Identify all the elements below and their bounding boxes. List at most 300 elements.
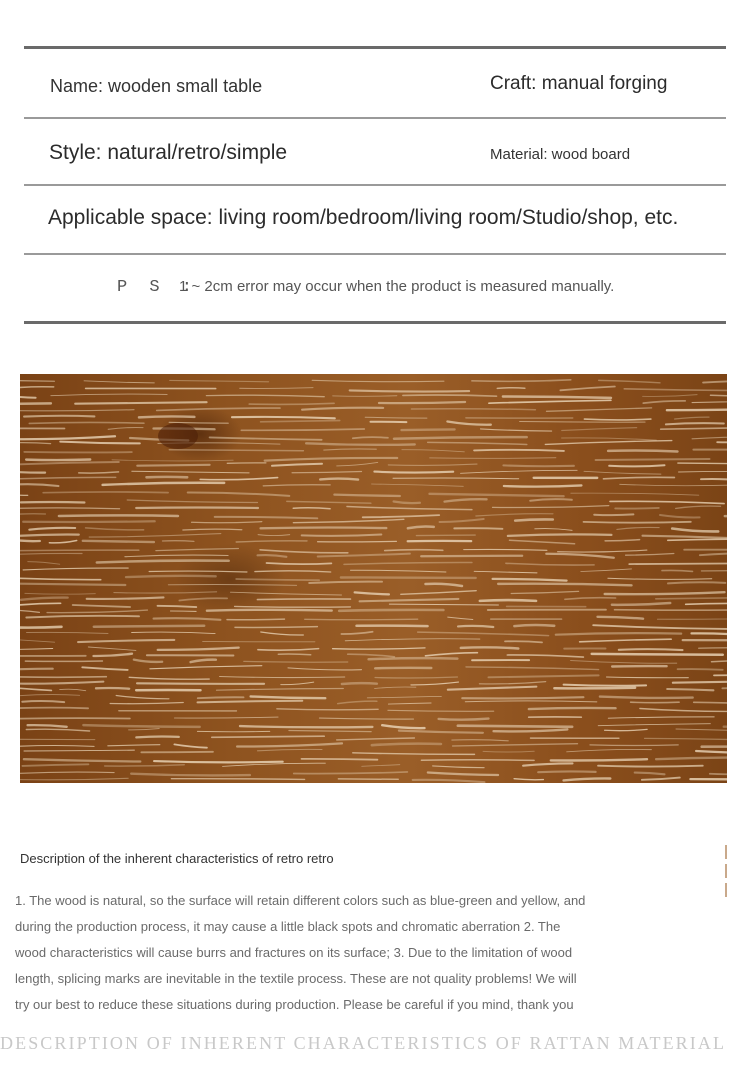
grain-streak xyxy=(20,687,51,690)
grain-streak xyxy=(624,389,727,391)
grain-streak xyxy=(108,427,143,429)
grain-streak xyxy=(27,632,109,633)
grain-streak xyxy=(344,562,472,564)
description-line: during the production process, it may cause a little black spots and chromatic aberration 2. The xyxy=(15,919,561,934)
grain-streak xyxy=(139,416,194,417)
grain-streak xyxy=(20,471,45,472)
grain-streak xyxy=(324,449,377,450)
grain-streak xyxy=(198,701,303,703)
wood-knot xyxy=(158,423,198,449)
grain-streak xyxy=(554,688,635,689)
grain-streak xyxy=(472,380,571,382)
grain-streak xyxy=(511,591,578,593)
grain-streak xyxy=(191,660,216,662)
grain-streak xyxy=(132,632,216,634)
grain-streak xyxy=(20,550,139,551)
grain-streak xyxy=(96,688,129,689)
grain-streak xyxy=(702,747,727,748)
grain-streak xyxy=(696,751,727,753)
grain-streak xyxy=(529,708,616,709)
grain-streak xyxy=(666,423,724,424)
grain-streak xyxy=(508,534,612,536)
grain-streak xyxy=(43,492,168,493)
grain-streak xyxy=(657,618,727,620)
grain-streak xyxy=(75,402,206,404)
grain-streak xyxy=(675,417,709,419)
spec-table xyxy=(24,46,726,326)
grain-streak xyxy=(629,563,727,564)
grain-streak xyxy=(112,460,233,461)
grain-streak xyxy=(556,633,681,635)
grain-streak xyxy=(686,603,727,604)
grain-streak xyxy=(60,689,86,690)
grain-streak xyxy=(171,779,304,780)
grain-streak xyxy=(448,687,537,690)
grain-streak xyxy=(535,529,572,531)
grain-streak xyxy=(461,470,578,473)
grain-streak xyxy=(20,410,134,411)
grain-streak xyxy=(676,729,727,731)
grain-streak xyxy=(126,576,216,577)
grain-streak xyxy=(272,464,322,466)
grain-streak xyxy=(20,682,103,684)
grain-streak xyxy=(20,677,106,678)
grain-streak xyxy=(515,519,553,520)
grain-streak xyxy=(465,701,597,702)
grain-streak xyxy=(615,508,659,509)
grain-streak xyxy=(504,485,582,486)
grain-streak xyxy=(445,499,487,501)
grain-streak xyxy=(514,779,543,780)
grain-streak xyxy=(421,556,522,557)
grain-streak xyxy=(497,388,525,389)
grain-streak xyxy=(382,725,424,728)
grain-streak xyxy=(476,514,553,516)
grain-streak xyxy=(306,443,415,445)
grain-streak xyxy=(309,582,382,583)
spec-applicable-space: Applicable space: living room/bedroom/living room/Studio/shop, etc. xyxy=(48,206,679,229)
grain-streak xyxy=(20,381,55,382)
grain-streak xyxy=(411,682,459,685)
grain-streak xyxy=(206,395,324,397)
grain-streak xyxy=(212,736,324,737)
grain-streak xyxy=(302,759,378,760)
grain-streak xyxy=(430,494,564,496)
grain-streak xyxy=(137,465,209,466)
grain-streak xyxy=(375,687,416,688)
grain-streak xyxy=(426,653,478,656)
grain-streak xyxy=(598,724,710,726)
grain-streak xyxy=(88,647,136,650)
grain-streak xyxy=(134,660,162,662)
spec-style: Style: natural/retro/simple xyxy=(49,141,288,164)
ps-note: 1 ~ 2cm error may occur when the product is measured manually. xyxy=(179,278,615,295)
grain-streak xyxy=(183,529,242,530)
grain-streak xyxy=(620,484,727,485)
grain-streak xyxy=(498,584,631,586)
grain-streak xyxy=(692,400,727,402)
grain-streak xyxy=(20,540,40,541)
grain-streak xyxy=(342,683,377,684)
grain-streak xyxy=(608,450,677,451)
grain-streak xyxy=(157,408,280,410)
grain-streak xyxy=(82,667,127,670)
grain-streak xyxy=(660,515,700,517)
grain-streak xyxy=(21,598,68,600)
grain-streak xyxy=(334,495,399,496)
grain-streak xyxy=(255,571,331,572)
grain-streak xyxy=(493,579,567,581)
grain-streak xyxy=(251,696,326,698)
grain-streak xyxy=(372,744,441,746)
grain-streak xyxy=(480,600,536,601)
grain-streak xyxy=(192,522,262,523)
grain-streak xyxy=(86,528,144,530)
grain-streak xyxy=(668,539,727,540)
grain-streak xyxy=(84,381,154,383)
grain-streak xyxy=(447,422,490,425)
top-divider xyxy=(24,46,726,49)
grain-streak xyxy=(78,640,174,642)
grain-streak xyxy=(236,579,319,580)
grain-streak xyxy=(430,458,556,459)
grain-streak xyxy=(608,578,712,579)
grain-streak xyxy=(318,554,410,557)
grain-streak xyxy=(258,649,319,651)
grain-streak xyxy=(20,514,45,515)
grain-streak xyxy=(712,660,728,662)
grain-streak xyxy=(241,429,364,430)
grain-streak xyxy=(692,633,728,634)
grain-streak xyxy=(89,534,221,538)
grain-streak xyxy=(428,773,498,776)
grain-streak xyxy=(489,675,599,677)
grain-streak xyxy=(339,610,443,611)
grain-streak xyxy=(593,625,726,629)
grain-streak xyxy=(580,639,672,642)
grain-streak xyxy=(49,541,76,543)
spec-craft: Craft: manual forging xyxy=(490,73,668,94)
grain-streak xyxy=(596,459,710,460)
grain-streak xyxy=(26,460,90,461)
grain-streak xyxy=(631,702,680,703)
grain-streak xyxy=(481,429,552,431)
grain-streak xyxy=(461,647,519,648)
grain-streak xyxy=(217,689,344,691)
grain-streak xyxy=(20,695,79,696)
grain-streak xyxy=(494,729,568,731)
grain-streak xyxy=(399,731,483,733)
grain-streak xyxy=(149,571,247,572)
grain-streak xyxy=(609,465,664,466)
grain-streak xyxy=(571,493,699,495)
grain-streak xyxy=(240,388,313,389)
spec-name: Name: wooden small table xyxy=(50,76,263,96)
grain-streak xyxy=(474,450,564,451)
spec-material: Material: wood board xyxy=(490,146,631,163)
grain-streak xyxy=(305,619,418,620)
description-line: try our best to reduce these situations during production. Please be careful if you mind, thank you xyxy=(15,997,574,1012)
grain-streak xyxy=(656,598,727,599)
grain-streak xyxy=(523,763,572,765)
grain-streak xyxy=(103,483,225,485)
grain-streak xyxy=(312,380,444,381)
grain-streak xyxy=(690,779,727,781)
grain-streak xyxy=(174,717,278,718)
grain-streak xyxy=(333,396,397,397)
grain-streak xyxy=(20,484,58,486)
grain-streak xyxy=(20,477,116,479)
wood-texture-photo xyxy=(20,374,727,783)
grain-streak xyxy=(83,541,154,542)
grain-streak xyxy=(448,617,473,619)
grain-streak xyxy=(428,442,527,444)
grain-streak xyxy=(711,395,728,397)
grain-streak xyxy=(394,437,527,439)
grain-streak xyxy=(635,773,665,775)
grain-streak xyxy=(345,639,480,641)
grain-streak xyxy=(520,422,646,423)
grain-streak xyxy=(385,550,443,551)
grain-streak xyxy=(598,766,703,767)
accent-bar xyxy=(725,864,727,878)
grain-streak xyxy=(503,397,611,398)
grain-streak xyxy=(131,774,250,776)
grain-streak xyxy=(257,599,350,600)
grain-streak xyxy=(20,746,94,747)
grain-streak xyxy=(667,409,727,410)
grain-streak xyxy=(604,477,675,478)
grain-streak xyxy=(418,632,549,636)
grain-streak xyxy=(643,395,698,397)
grain-streak xyxy=(640,709,727,712)
grain-streak xyxy=(464,549,547,550)
grain-streak xyxy=(23,568,128,570)
grain-streak xyxy=(612,603,670,605)
grain-streak xyxy=(136,508,258,509)
grain-streak xyxy=(678,463,727,464)
grain-streak xyxy=(411,409,535,410)
grain-streak xyxy=(267,563,332,564)
grain-streak xyxy=(379,402,465,403)
grain-streak xyxy=(188,492,290,495)
grain-streak xyxy=(20,610,39,612)
grain-streak xyxy=(141,752,213,753)
grain-streak xyxy=(132,471,249,473)
grain-streak xyxy=(426,584,463,586)
grain-streak xyxy=(506,563,594,565)
grain-streak xyxy=(408,527,434,529)
grain-streak xyxy=(338,701,377,703)
grain-streak xyxy=(355,592,389,594)
grain-streak xyxy=(83,725,199,727)
grain-streak xyxy=(26,729,89,731)
grain-streak xyxy=(503,465,574,466)
grain-streak xyxy=(433,766,485,768)
grain-streak xyxy=(94,654,133,656)
grain-streak xyxy=(260,550,348,553)
grain-streak xyxy=(333,648,425,649)
description-line: wood characteristics will cause burrs and fractures on its surface; 3. Due to the limitation of wood xyxy=(15,945,573,960)
grain-streak xyxy=(169,450,303,451)
description-title: Description of the inherent characteristics of retro retro xyxy=(20,851,334,866)
grain-streak xyxy=(60,442,140,444)
grain-streak xyxy=(289,731,371,732)
description-line: 1. The wood is natural, so the surface will retain different colors such as blue-green and yellow, and xyxy=(15,893,586,908)
grain-streak xyxy=(105,765,185,766)
grain-streak xyxy=(28,562,60,565)
grain-streak xyxy=(198,697,244,698)
grain-streak xyxy=(261,527,387,528)
grain-streak xyxy=(562,428,637,431)
grain-streak xyxy=(158,606,197,607)
grain-streak xyxy=(136,737,179,738)
grain-streak xyxy=(372,484,464,486)
grain-streak xyxy=(20,584,125,586)
grain-streak xyxy=(47,610,147,613)
grain-streak xyxy=(20,669,53,670)
grain-streak xyxy=(667,689,713,690)
grain-streak xyxy=(129,677,209,679)
grain-streak xyxy=(227,619,285,620)
grain-streak xyxy=(594,514,633,515)
grain-streak xyxy=(97,561,229,563)
grain-streak xyxy=(87,597,164,599)
grain-streak xyxy=(258,749,323,750)
accent-bar xyxy=(725,845,727,859)
grain-streak xyxy=(584,522,691,523)
description-body xyxy=(15,888,600,1018)
grain-streak xyxy=(137,683,264,684)
grain-streak xyxy=(341,632,372,634)
grain-streak xyxy=(365,417,427,418)
grain-streak xyxy=(20,462,119,465)
grain-streak xyxy=(466,667,599,670)
grain-streak xyxy=(288,668,362,670)
grain-streak xyxy=(20,778,128,780)
grain-streak xyxy=(24,416,94,417)
grain-streak xyxy=(353,437,388,438)
grain-streak xyxy=(258,535,290,536)
grain-streak xyxy=(701,479,727,481)
grain-streak xyxy=(458,626,493,627)
grain-streak xyxy=(474,571,537,573)
grain-streak xyxy=(619,649,683,650)
grain-streak xyxy=(150,666,262,669)
grain-streak xyxy=(20,578,101,580)
grain-streak xyxy=(24,759,140,761)
grain-streak xyxy=(20,649,53,650)
grain-streak xyxy=(337,738,415,740)
grain-streak xyxy=(232,417,335,418)
grain-streak xyxy=(615,610,728,611)
grain-streak xyxy=(440,519,484,522)
grain-streak xyxy=(108,745,160,746)
grain-streak xyxy=(605,592,725,594)
grain-streak xyxy=(20,553,82,554)
grain-streak xyxy=(51,394,167,396)
row-divider xyxy=(24,253,726,255)
grain-streak xyxy=(403,395,497,396)
grain-streak xyxy=(560,387,614,391)
grain-streak xyxy=(693,449,727,450)
grain-streak xyxy=(294,772,408,774)
ps-label: P S : xyxy=(117,278,199,297)
grain-streak xyxy=(678,669,723,670)
wood-grain-pattern xyxy=(20,374,727,783)
grain-streak xyxy=(599,380,660,382)
grain-streak xyxy=(645,738,727,740)
grain-streak xyxy=(571,661,677,664)
grain-streak xyxy=(360,599,459,601)
grain-streak xyxy=(725,514,727,516)
grain-streak xyxy=(703,381,727,382)
grain-streak xyxy=(564,778,611,780)
grain-streak xyxy=(590,745,678,746)
grain-streak xyxy=(479,682,545,684)
grain-streak xyxy=(21,502,85,503)
grain-streak xyxy=(20,387,54,389)
grain-streak xyxy=(692,436,727,439)
grain-streak xyxy=(114,592,217,593)
grain-streak xyxy=(610,501,724,503)
grain-streak xyxy=(562,438,657,440)
grain-streak xyxy=(20,718,130,719)
grain-streak xyxy=(722,688,727,689)
grain-streak xyxy=(546,554,614,558)
grain-streak xyxy=(25,593,95,594)
grain-streak xyxy=(94,626,204,627)
grain-streak xyxy=(353,753,475,755)
grain-streak xyxy=(261,421,340,422)
grain-streak xyxy=(547,408,652,411)
grain-streak xyxy=(600,697,693,698)
grain-streak xyxy=(207,610,332,611)
grain-streak xyxy=(458,726,572,727)
grain-streak xyxy=(388,464,477,465)
grain-streak xyxy=(375,677,457,678)
grain-streak xyxy=(439,719,489,720)
grain-streak xyxy=(617,527,659,529)
grain-streak xyxy=(235,627,317,628)
grain-streak xyxy=(168,585,296,586)
grain-streak xyxy=(402,429,455,430)
grain-streak xyxy=(413,780,485,782)
grain-streak xyxy=(231,592,342,595)
side-accent-bars xyxy=(723,845,729,897)
grain-streak xyxy=(505,641,542,642)
grain-streak xyxy=(389,604,498,605)
grain-streak xyxy=(26,616,139,618)
grain-streak xyxy=(249,403,334,404)
grain-streak xyxy=(374,472,453,473)
grain-streak xyxy=(258,555,287,557)
grain-streak xyxy=(592,654,723,655)
grain-streak xyxy=(20,535,79,537)
grain-streak xyxy=(388,703,431,704)
grain-streak xyxy=(240,726,372,727)
grain-streak xyxy=(277,709,378,710)
grain-streak xyxy=(416,535,475,536)
grain-streak xyxy=(702,571,728,573)
grain-streak xyxy=(237,743,342,746)
grain-streak xyxy=(454,528,502,529)
grain-streak xyxy=(24,452,132,453)
footer-caption: DESCRIPTION OF INHERENT CHARACTERISTICS OF RATTAN MATERIAL xyxy=(0,1033,727,1053)
grain-streak xyxy=(174,744,207,747)
grain-streak xyxy=(545,441,672,445)
grain-streak xyxy=(29,422,144,423)
